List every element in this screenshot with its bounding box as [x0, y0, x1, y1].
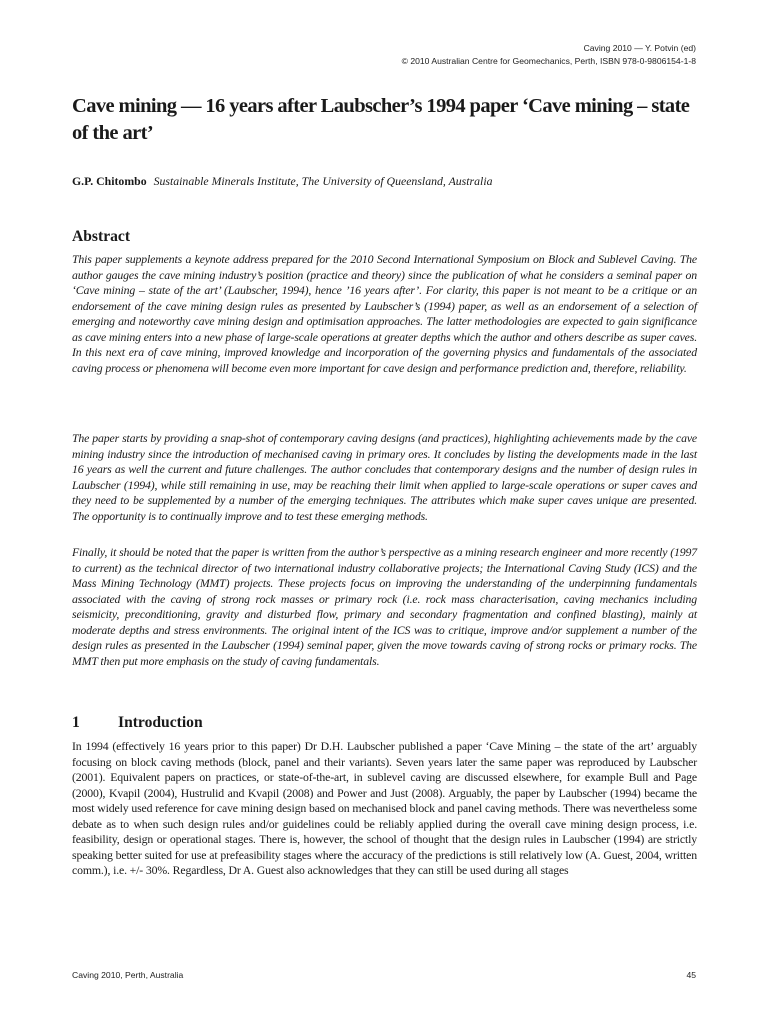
author-line	[72, 174, 702, 188]
author-affiliation: Sustainable Minerals Institute, The University of Queensland, Australia	[153, 174, 493, 188]
section-number: 1	[72, 714, 80, 731]
page-footer	[72, 970, 696, 980]
proceedings-citation: Caving 2010 — Y. Potvin (ed)	[583, 43, 696, 53]
footer-venue: Caving 2010, Perth, Australia	[72, 970, 184, 980]
abstract-paragraph-1: This paper supplements a keynote address prepared for the 2010 Second International Symposium on Block and Sublevel Caving. The author gauges the cave mining industry’s position (practice and theory) since the publication of what he considers a seminal paper on ‘Cave mining – state of the art’ (Laubscher, 1994), hence ’16 years after’. For clarity, this paper is not meant to be a critique or an endorsement of the cave mining design rules as presented by Laubscher’s (1994) paper, as well as an endorsement of a selection of emerging and noteworthy cave mining design and optimisation approaches. The latter methodologies are expected to gain significance as cave mining enters into a new phase of large-scale operations at greater depths which the author and others describe as super caves. In this next era of cave mining, improved knowledge and incorporation of the governing physics and fundamentals of the associated caving process or phenomena will become even more important for cave design and performance prediction and, therefore, reliability.	[72, 252, 697, 375]
paper-title: Cave mining — 16 years after Laubscher’s 1994 paper ‘Cave mining – state of the art’	[72, 95, 690, 144]
running-header	[402, 42, 696, 67]
page-number: 45	[686, 970, 696, 980]
abstract-heading: Abstract	[72, 228, 131, 245]
section-heading-introduction	[72, 713, 203, 733]
copyright-isbn: © 2010 Australian Centre for Geomechanics, Perth, ISBN 978-0-9806154-1-8	[401, 55, 696, 66]
abstract-paragraph-3: Finally, it should be noted that the paper is written from the author’s perspective as a mining research engineer and more recently (1997 to current) as the technical director of two international industry collaborative projects; the International Caving Study (ICS) and the Mass Mining Technology (MMT) projects. These projects focus on improving the understanding of the underpinning fundamentals associated with the caving of strong rock masses or primary rock (i.e. rock mass characterisation, caving mechanics including seismicity, preconditioning, gravity and disturbed flow, primary and secondary fragmentation and confined blasting), mainly at moderate depths and stress environments. The original intent of the ICS was to critique, improve and/or supplement a number of the design rules as presented in the Laubscher (1994) seminal paper, given the move towards caving of strong rocks or primary rocks. The MMT then put more emphasis on the study of caving fundamentals.	[72, 545, 697, 668]
abstract-paragraph-2: The paper starts by providing a snap-shot of contemporary caving designs (and practices), highlighting achievements made by the cave mining industry since the introduction of mechanised caving in primary ores. It concludes by listing the developments made in the last 16 years as well the current and future challenges. The author concludes that contemporary designs and the number of design rules in Laubscher (1994), while still remaining in use, may be reaching their limit when applied to large-scale operations or super caves and they need to be supplemented by a number of the emerging techniques. The attributes which make super caves unique are presented. The opportunity is to continually improve and to test these emerging methods.	[72, 431, 697, 523]
author-name: G.P. Chitombo	[72, 174, 147, 188]
section-title: Introduction	[118, 714, 203, 731]
introduction-paragraph: In 1994 (effectively 16 years prior to this paper) Dr D.H. Laubscher published a paper ‘Cave Mining – the state of the art’ arguably focusing on block caving methods (block, panel and their variants). Seven years later the same paper was reproduced by Laubscher (2001). Equivalent papers on practices, or state-of-the-art, in sublevel caving are discussed elsewhere, for example Bull and Page (2000), Kvapil (2004), Hustrulid and Kvapil (2008) and Power and Just (2008). Arguably, the paper by Laubscher (1994) became the most widely used reference for cave mining design based on mechanised block and panel caving methods. There was nevertheless some debate as to when such design rules and/or guidelines could be reliably applied during the overall cave mining design process, i.e. feasibility, design or operational stages. There is, however, the school of thought that the design rules in Laubscher (1994) are strictly speaking better suited for use at prefeasibility stages where the accuracy of the predictions is still relatively low (A. Guest, 2004, written comm.), i.e. +/- 30%. Regardless, Dr A. Guest also acknowledges that they can still be used during all stages	[72, 739, 697, 877]
